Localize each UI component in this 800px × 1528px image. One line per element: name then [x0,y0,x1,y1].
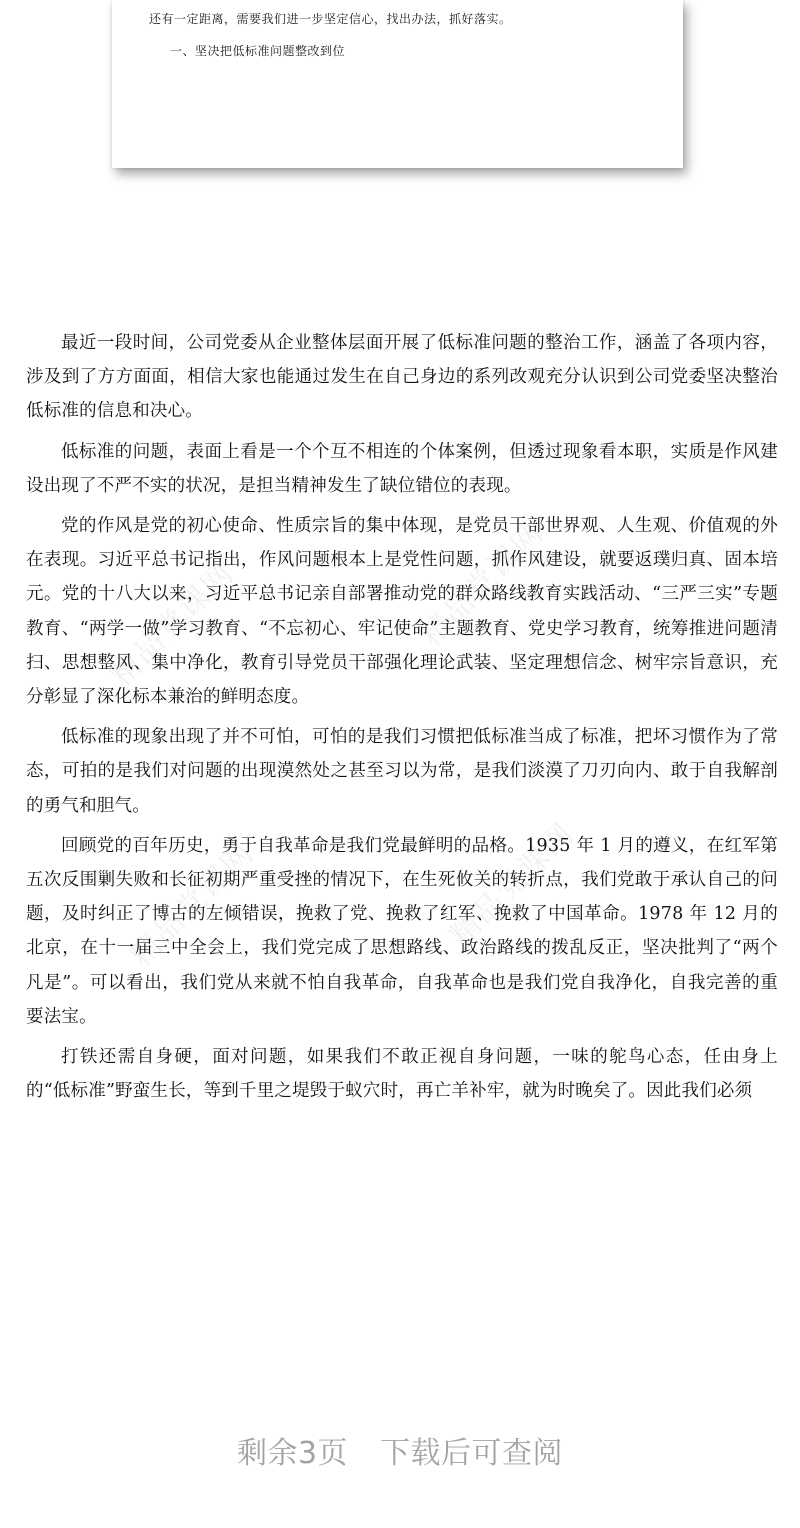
remaining-pages-count: 剩余3页 [236,1436,349,1471]
preview-section-heading: 一、坚决把低标准问题整改到位 [170,44,346,58]
article-paragraph: 低标准的现象出现了并不可怕，可怕的是我们习惯把低标准当成了标准，把坏习惯作为了常态，可拍的是我们对问题的出现漠然处之甚至习以为常，是我们淡漠了刀刃向内、敢于自我解剖的勇气和胆气。 [26,727,778,816]
watermark: 精品党课网 [123,835,262,974]
article-paragraph: 回顾党的百年历史，勇于自我革命是我们党最鲜明的品格。1935 年 1 月的遵义，在红军第五次反围剿失败和长征初期严重受挫的情况下，在生死攸关的转折点，我们党敢于承认自己的问题，及时纠正了博古的左倾错误，挽救了党、挽救了红军、挽救了中国革命。1978 年 12 月的北京，在十一届三中全会上，我们党完成了思想路线、政治路线的拨乱反正，坚决批判了“两个凡是”。可以看出，我们党从来就不怕自我革命，自我革命也是我们党自我净化，自我完善的重要法宝。 [26,835,778,1027]
watermark: 精品党课网 [413,515,552,654]
article-paragraph: 最近一段时间，公司党委从企业整体层面开展了低标准问题的整治工作，涵盖了各项内容，涉及到了方方面面，相信大家也能通过发生在自己身边的系列改观充分认识到公司党委坚决整治低标准的信息和决心。 [26,333,778,422]
article-body [26,326,778,1114]
watermark: 精品党课网 [443,815,582,954]
preview-text-line: 还有一定距离，需要我们进一步坚定信心，找出办法，抓好落实。 [149,12,512,26]
article-paragraph: 党的作风是党的初心使命、性质宗旨的集中体现，是党员干部世界观、人生观、价值观的外在表现。习近平总书记指出，作风问题根本上是党性问题，抓作风建设，就要返璞归真、固本培元。党的十八大以来，习近平总书记亲自部署推动党的群众路线教育实践活动、“三严三实”专题教育、“两学一做”学习教育、“不忘初心、牢记使命”主题教育、党史学习教育，统筹推进问题清扫、思想整风、集中净化，教育引导党员干部强化理论武装、坚定理想信念、树牢宗旨意识，充分彰显了深化标本兼治的鲜明态度。 [26,516,778,708]
article-paragraph: 低标准的问题，表面上看是一个个互不相连的个体案例，但透过现象看本职，实质是作风建设出现了不严不实的状况，是担当精神发生了缺位错位的表现。 [26,441,778,496]
remaining-pages-notice[interactable] [0,1428,800,1472]
document-preview-page [112,0,683,168]
watermark: 精品党课网 [103,555,242,694]
article-paragraph: 打铁还需自身硬，面对问题，如果我们不敢正视自身问题，一味的鸵鸟心态，任由身上的“低标准”野蛮生长，等到千里之堤毁于蚁穴时，再亡羊补牢，就为时晚矣了。因此我们必须 [26,1047,778,1102]
download-hint: 下载后可查阅 [380,1436,564,1471]
